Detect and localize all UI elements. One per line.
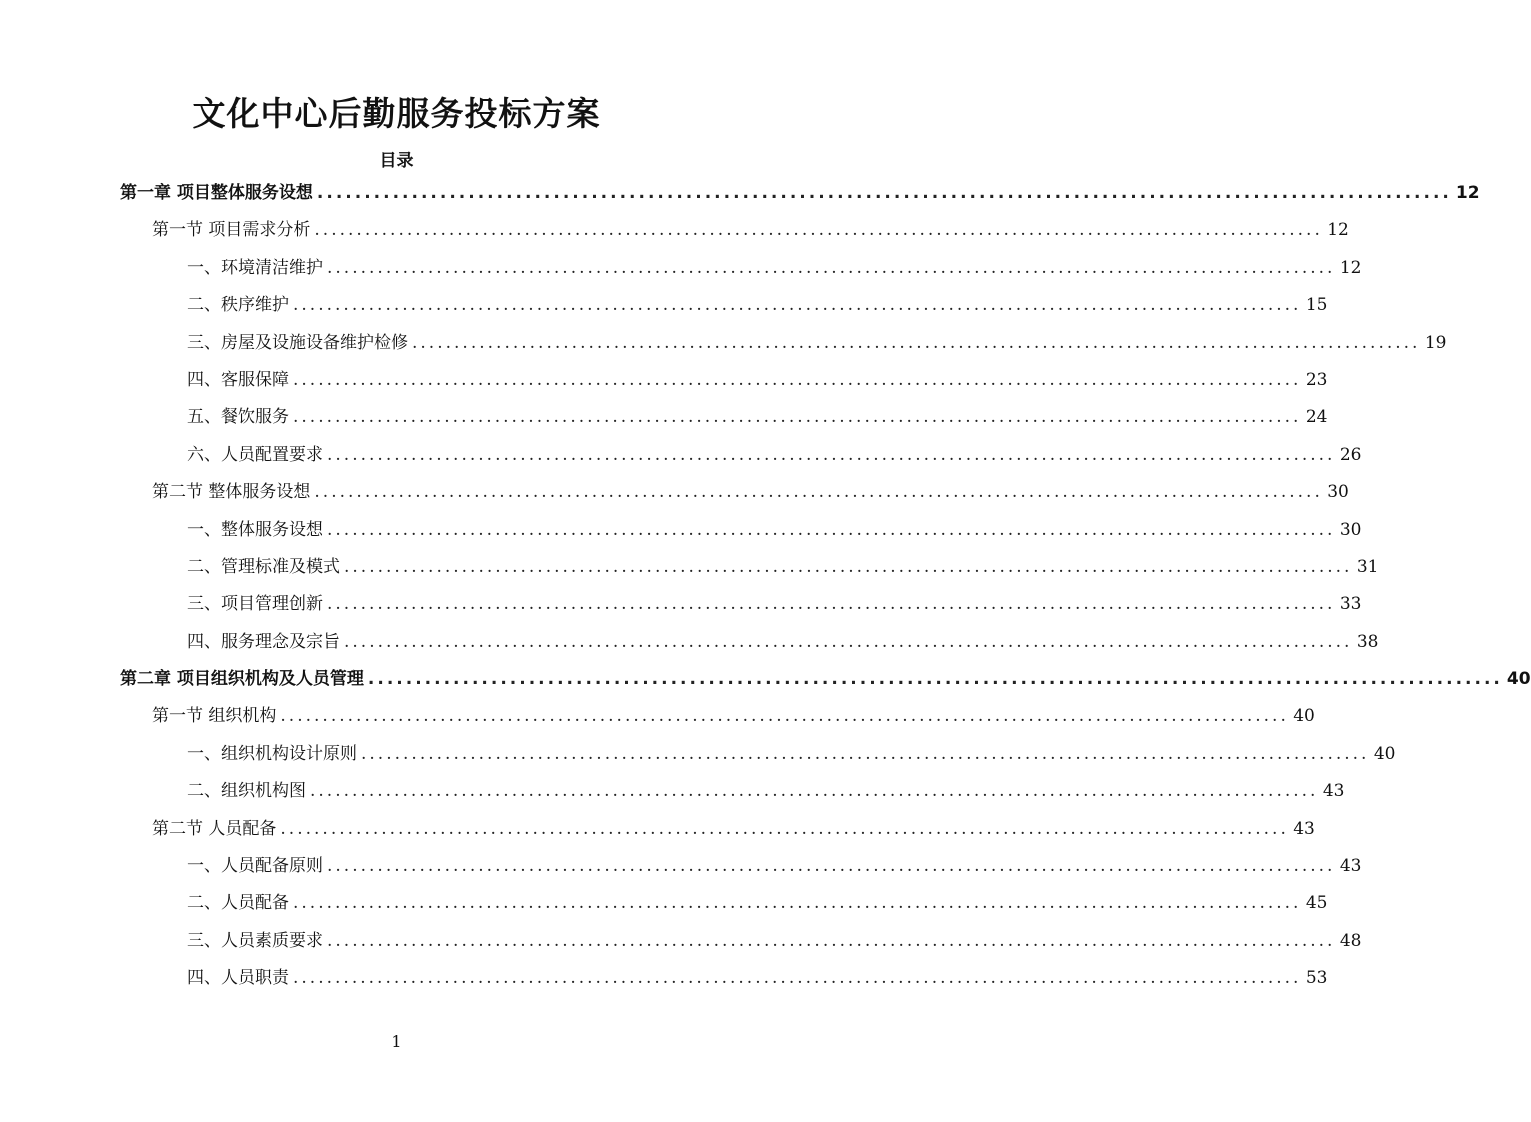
toc-entry-page: 40: [1373, 743, 1396, 764]
toc-dot-leader: ........................................................................................................................: [280, 818, 1289, 839]
toc-dot-leader: ........................................................................................................................: [314, 220, 1323, 241]
toc-entry-page: 43: [1322, 781, 1345, 802]
toc-dot-leader: ........................................................................................................................: [293, 369, 1302, 390]
toc-entry-label: 第二节 人员配备: [152, 818, 277, 839]
toc-entry-label: 三、房屋及设施设备维护检修: [187, 332, 408, 353]
toc-entry[interactable]: [120, 250, 1362, 287]
toc-entry[interactable]: [120, 960, 1328, 997]
toc-dot-leader: ........................................................................................................................: [327, 594, 1336, 615]
toc-entry-label: 一、整体服务设想: [187, 519, 323, 540]
toc-dot-leader: ........................................................................................................................: [293, 968, 1302, 989]
toc-entry-page: 31: [1356, 556, 1379, 577]
toc-dot-leader: ........................................................................................................................: [367, 669, 1503, 690]
toc-heading: 目录: [379, 151, 414, 171]
document-title: 文化中心后勤服务投标方案: [192, 94, 601, 133]
toc-entry-label: 二、人员配备: [187, 893, 289, 914]
toc-entry[interactable]: [120, 811, 1315, 848]
toc-entry[interactable]: [120, 474, 1349, 511]
toc-entry[interactable]: [120, 885, 1328, 922]
toc-entry[interactable]: [120, 437, 1362, 474]
toc-entry-page: 24: [1305, 407, 1328, 428]
toc-dot-leader: ........................................................................................................................: [327, 856, 1336, 877]
toc-entry[interactable]: [120, 586, 1362, 623]
toc-dot-leader: ........................................................................................................................: [344, 556, 1353, 577]
toc-dot-leader: ........................................................................................................................: [327, 257, 1336, 278]
toc-entry-label: 二、管理标准及模式: [187, 556, 340, 577]
toc-dot-leader: ........................................................................................................................: [327, 930, 1336, 951]
toc-entry-page: 45: [1305, 893, 1328, 914]
toc-entry[interactable]: [120, 175, 1480, 212]
toc-entry-page: 23: [1305, 369, 1328, 390]
toc-dot-leader: ........................................................................................................................: [327, 444, 1336, 465]
toc-entry-page: 19: [1424, 332, 1447, 353]
toc-entry-label: 五、餐饮服务: [187, 407, 289, 428]
toc-entry-label: 四、客服保障: [187, 369, 289, 390]
toc-entry-label: 二、组织机构图: [187, 781, 306, 802]
toc-entry-page: 30: [1327, 482, 1349, 503]
toc-entry-label: 第二节 整体服务设想: [152, 482, 311, 503]
toc-entry[interactable]: [120, 362, 1328, 399]
toc-entry-label: 第一节 项目需求分析: [152, 220, 311, 241]
toc-dot-leader: ........................................................................................................................: [280, 706, 1289, 727]
page-number: 1: [391, 1032, 402, 1051]
toc-entry-label: 一、组织机构设计原则: [187, 743, 357, 764]
toc-entry-label: 三、人员素质要求: [187, 930, 323, 951]
toc-entry-page: 40: [1293, 706, 1315, 727]
toc-entry[interactable]: [120, 773, 1345, 810]
toc-dot-leader: ........................................................................................................................: [412, 332, 1421, 353]
toc-entry[interactable]: [120, 325, 1447, 362]
toc-dot-leader: ........................................................................................................................: [293, 295, 1302, 316]
toc-entry-label: 六、人员配置要求: [187, 444, 323, 465]
toc-entry[interactable]: [120, 698, 1315, 735]
toc-entry-label: 第二章 项目组织机构及人员管理: [120, 669, 364, 690]
toc-dot-leader: ........................................................................................................................: [327, 519, 1336, 540]
toc-entry-label: 第一节 组织机构: [152, 706, 277, 727]
toc-entry[interactable]: [120, 287, 1328, 324]
toc-entry-label: 二、秩序维护: [187, 295, 289, 316]
toc-entry-label: 三、项目管理创新: [187, 594, 323, 615]
toc-entry[interactable]: [120, 399, 1328, 436]
toc-entry-page: 12: [1339, 257, 1362, 278]
toc-dot-leader: ........................................................................................................................: [316, 183, 1452, 203]
toc-entry[interactable]: [120, 848, 1362, 885]
toc-dot-leader: ........................................................................................................................: [310, 781, 1319, 802]
toc-dot-leader: ........................................................................................................................: [314, 482, 1323, 503]
toc-dot-leader: ........................................................................................................................: [344, 631, 1353, 652]
toc-entry[interactable]: [120, 212, 1349, 249]
toc-entry-page: 38: [1356, 631, 1379, 652]
toc-entry[interactable]: [120, 661, 1531, 698]
toc-entry-page: 12: [1327, 220, 1349, 241]
toc-entry-page: 40: [1506, 669, 1531, 690]
toc-entry-page: 53: [1305, 968, 1328, 989]
toc-entry[interactable]: [120, 549, 1379, 586]
toc-entry-label: 一、人员配备原则: [187, 856, 323, 877]
toc-dot-leader: ........................................................................................................................: [293, 407, 1302, 428]
toc-entry-page: 33: [1339, 594, 1362, 615]
toc-entry[interactable]: [120, 736, 1396, 773]
toc-entry-page: 12: [1455, 183, 1480, 203]
toc-entry-label: 一、环境清洁维护: [187, 257, 323, 278]
toc-entry-label: 四、服务理念及宗旨: [187, 631, 340, 652]
toc-dot-leader: ........................................................................................................................: [293, 893, 1302, 914]
toc-entry-page: 43: [1339, 856, 1362, 877]
toc-entry-label: 第一章 项目整体服务设想: [120, 183, 313, 203]
toc-entry[interactable]: [120, 923, 1362, 960]
toc-entry-page: 26: [1339, 444, 1362, 465]
toc-entry[interactable]: [120, 512, 1362, 549]
toc-entry-page: 30: [1339, 519, 1362, 540]
toc-entry-page: 48: [1339, 930, 1362, 951]
toc-entry-page: 43: [1293, 818, 1315, 839]
toc-entry-label: 四、人员职责: [187, 968, 289, 989]
table-of-contents: [120, 175, 1531, 998]
toc-entry-page: 15: [1305, 295, 1328, 316]
toc-entry[interactable]: [120, 624, 1379, 661]
toc-dot-leader: ........................................................................................................................: [361, 743, 1370, 764]
